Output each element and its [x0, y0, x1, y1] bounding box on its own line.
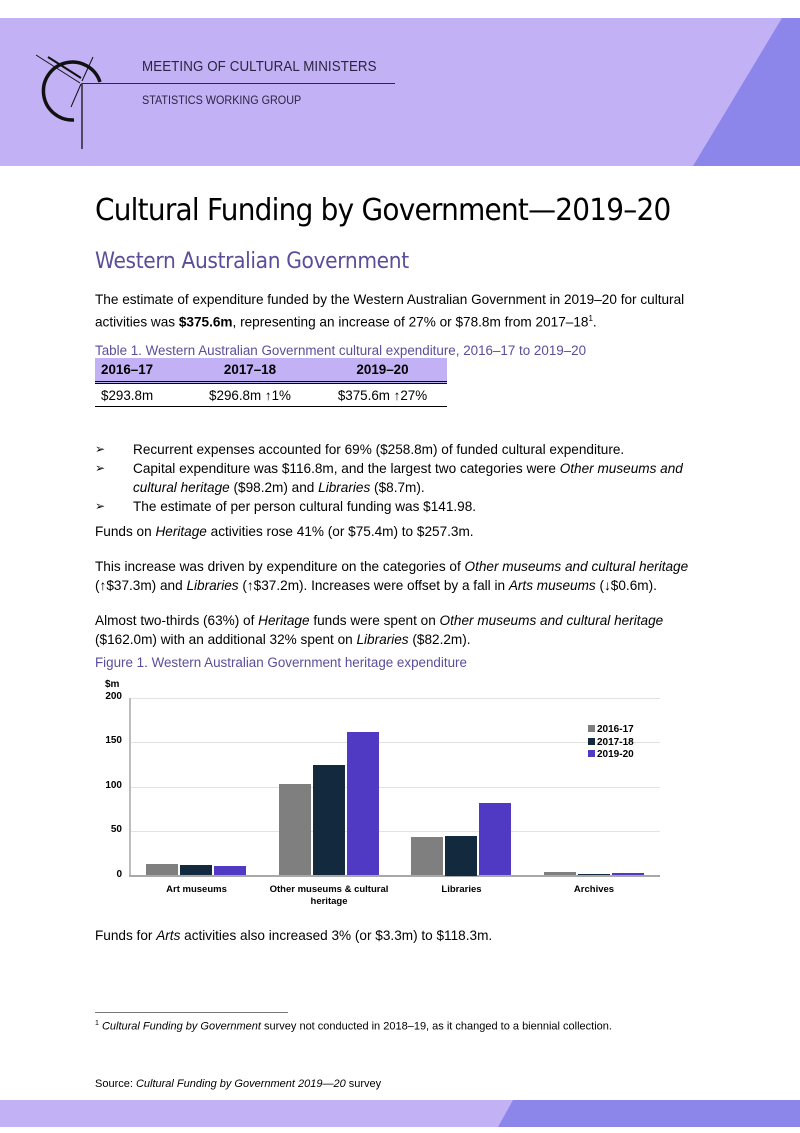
bar[interactable]: [214, 866, 246, 876]
bar[interactable]: [347, 732, 379, 876]
figure-caption: Figure 1. Western Australian Government heritage expenditure: [95, 655, 467, 670]
text-run: funds were spent on: [309, 613, 440, 628]
text-run: activities rose 41% (or $75.4m) to $257.3m.: [206, 524, 474, 539]
bullet-item: [95, 459, 715, 497]
italic-term: Other museums and cultural heritage: [439, 613, 664, 628]
gridline: [130, 787, 660, 788]
footer-banner: [0, 1100, 800, 1127]
italic-term: Other museums and cultural heritage: [464, 559, 689, 574]
italic-term: Arts: [156, 928, 181, 943]
text-run: The estimate of per person cultural funding was $141.98.: [133, 499, 477, 514]
x-category-label: Libraries: [441, 884, 482, 895]
page-title: Cultural Funding by Government—2019–20: [95, 193, 671, 228]
legend-item: [588, 749, 634, 762]
intro-text: The estimate of expenditure funded by the Western Australian Government in 2019–20 for cultural activities was: [95, 292, 685, 330]
text-run: Capital expenditure was $116.8m, and the largest two categories were: [133, 461, 560, 476]
text-run: ($82.2m).: [408, 632, 471, 647]
y-tick-label: 50: [110, 824, 122, 836]
heritage-rise-paragraph: [95, 522, 710, 541]
org-title: MEETING OF CULTURAL MINISTERS: [142, 59, 377, 75]
bar[interactable]: [180, 865, 212, 875]
bar[interactable]: [544, 872, 576, 876]
x-category-label: Other museums & cultural heritage: [269, 884, 389, 907]
bar[interactable]: [313, 765, 345, 876]
bar[interactable]: [479, 803, 511, 876]
y-axis: [129, 698, 131, 876]
bar[interactable]: [445, 836, 477, 876]
table-cell: $296.8m ↑1%: [182, 383, 318, 407]
x-category-label: Art museums: [166, 884, 227, 895]
text-run: ($98.2m) and: [229, 480, 319, 495]
header-divider: [82, 83, 395, 84]
footer-accent-shape: [0, 1100, 800, 1127]
intro-paragraph: [95, 290, 710, 332]
source-title: Cultural Funding by Government 2019—20: [135, 1078, 346, 1090]
legend-swatch-icon: [588, 725, 595, 732]
text-run: Funds for: [95, 928, 157, 943]
table-header-cell: 2017–18: [182, 358, 318, 383]
bar[interactable]: [578, 874, 610, 876]
footnote-divider: [95, 1012, 288, 1013]
footnote-italic: Cultural Funding by Government: [101, 1020, 261, 1033]
section-title: Western Australian Government: [95, 249, 409, 274]
bullet-item: [95, 440, 715, 459]
bar[interactable]: [612, 873, 644, 876]
text-run: Almost two-thirds (63%) of: [95, 613, 259, 628]
legend-swatch-icon: [588, 738, 595, 745]
legend-label: 2017-18: [597, 736, 634, 748]
table-cell: $293.8m: [95, 383, 182, 407]
source-label: Source:: [95, 1078, 136, 1090]
text-run: ($162.0m) with an additional 32% spent on: [95, 632, 357, 647]
bullet-list: [95, 440, 715, 516]
arrow-bullet-icon: ➢: [95, 461, 106, 475]
text-run: Recurrent expenses accounted for 69% ($258.8m) of funded cultural expenditure.: [133, 442, 625, 457]
text-run: (↓$0.6m).: [595, 578, 657, 593]
text-run: This increase was driven by expenditure on the categories of: [95, 559, 465, 574]
arts-paragraph: [95, 926, 710, 945]
table-header-cell: 2019–20: [318, 358, 447, 383]
org-subtitle: STATISTICS WORKING GROUP: [142, 93, 302, 107]
chart-legend: [588, 724, 634, 762]
arrow-bullet-icon: ➢: [95, 442, 106, 456]
y-tick-label: 100: [105, 779, 122, 791]
increase-driver-paragraph: [95, 557, 710, 595]
intro-end: .: [592, 314, 597, 330]
x-category-label: Archives: [573, 884, 615, 895]
cultural-ministers-logo-icon: [30, 40, 140, 155]
italic-term: Heritage: [155, 524, 207, 539]
text-run: (↑$37.2m). Increases were offset by a fall in: [238, 578, 509, 593]
footnote-marker: 1: [95, 1020, 99, 1027]
gridline: [130, 831, 660, 832]
expenditure-table: [95, 358, 447, 407]
source-note: [95, 1078, 381, 1090]
text-run: Funds on: [95, 524, 156, 539]
gridline: [130, 698, 660, 699]
italic-term: Libraries: [318, 480, 371, 495]
table-row: [95, 383, 447, 407]
gridline: [130, 742, 660, 743]
y-tick-label: 200: [105, 691, 122, 702]
italic-term: Libraries: [356, 632, 409, 647]
two-thirds-paragraph: [95, 611, 710, 649]
text-run: ($8.7m).: [370, 480, 425, 495]
table-header-row: [95, 358, 447, 383]
legend-swatch-icon: [588, 750, 595, 757]
bar[interactable]: [279, 784, 311, 875]
intro-text-cont: , representing an increase of 27% or $78.8m from 2017–18: [232, 314, 589, 330]
table-cell: $375.6m ↑27%: [318, 383, 447, 407]
bar[interactable]: [146, 864, 178, 876]
table-caption: Table 1. Western Australian Government cultural expenditure, 2016–17 to 2019–20: [95, 343, 587, 358]
text-run: (↑$37.3m) and: [95, 578, 187, 593]
y-tick-label: 0: [116, 868, 122, 880]
footnote-ref[interactable]: 1: [588, 314, 593, 323]
arrow-bullet-icon: ➢: [95, 499, 106, 513]
y-tick-label: 150: [105, 735, 122, 747]
italic-term: Other museums and cultural heritage: [133, 461, 683, 495]
legend-label: 2016-17: [597, 724, 634, 735]
intro-total: $375.6m: [178, 314, 233, 330]
text-run: activities also increased 3% (or $3.3m) to $118.3m.: [180, 928, 493, 943]
italic-term: Libraries: [186, 578, 239, 593]
legend-item: [588, 737, 634, 750]
footnote: [95, 1020, 612, 1033]
table-header-cell: 2016–17: [95, 358, 182, 383]
italic-term: Heritage: [258, 613, 310, 628]
footnote-text: survey not conducted in 2018–19, as it changed to a biennial collection.: [260, 1020, 612, 1033]
bar[interactable]: [411, 837, 443, 876]
italic-term: Arts museums: [508, 578, 596, 593]
source-text: survey: [345, 1078, 382, 1090]
legend-label: 2019-20: [597, 749, 634, 760]
bullet-item: [95, 497, 715, 516]
y-axis-unit: $m: [105, 679, 120, 690]
legend-item: [588, 724, 634, 737]
